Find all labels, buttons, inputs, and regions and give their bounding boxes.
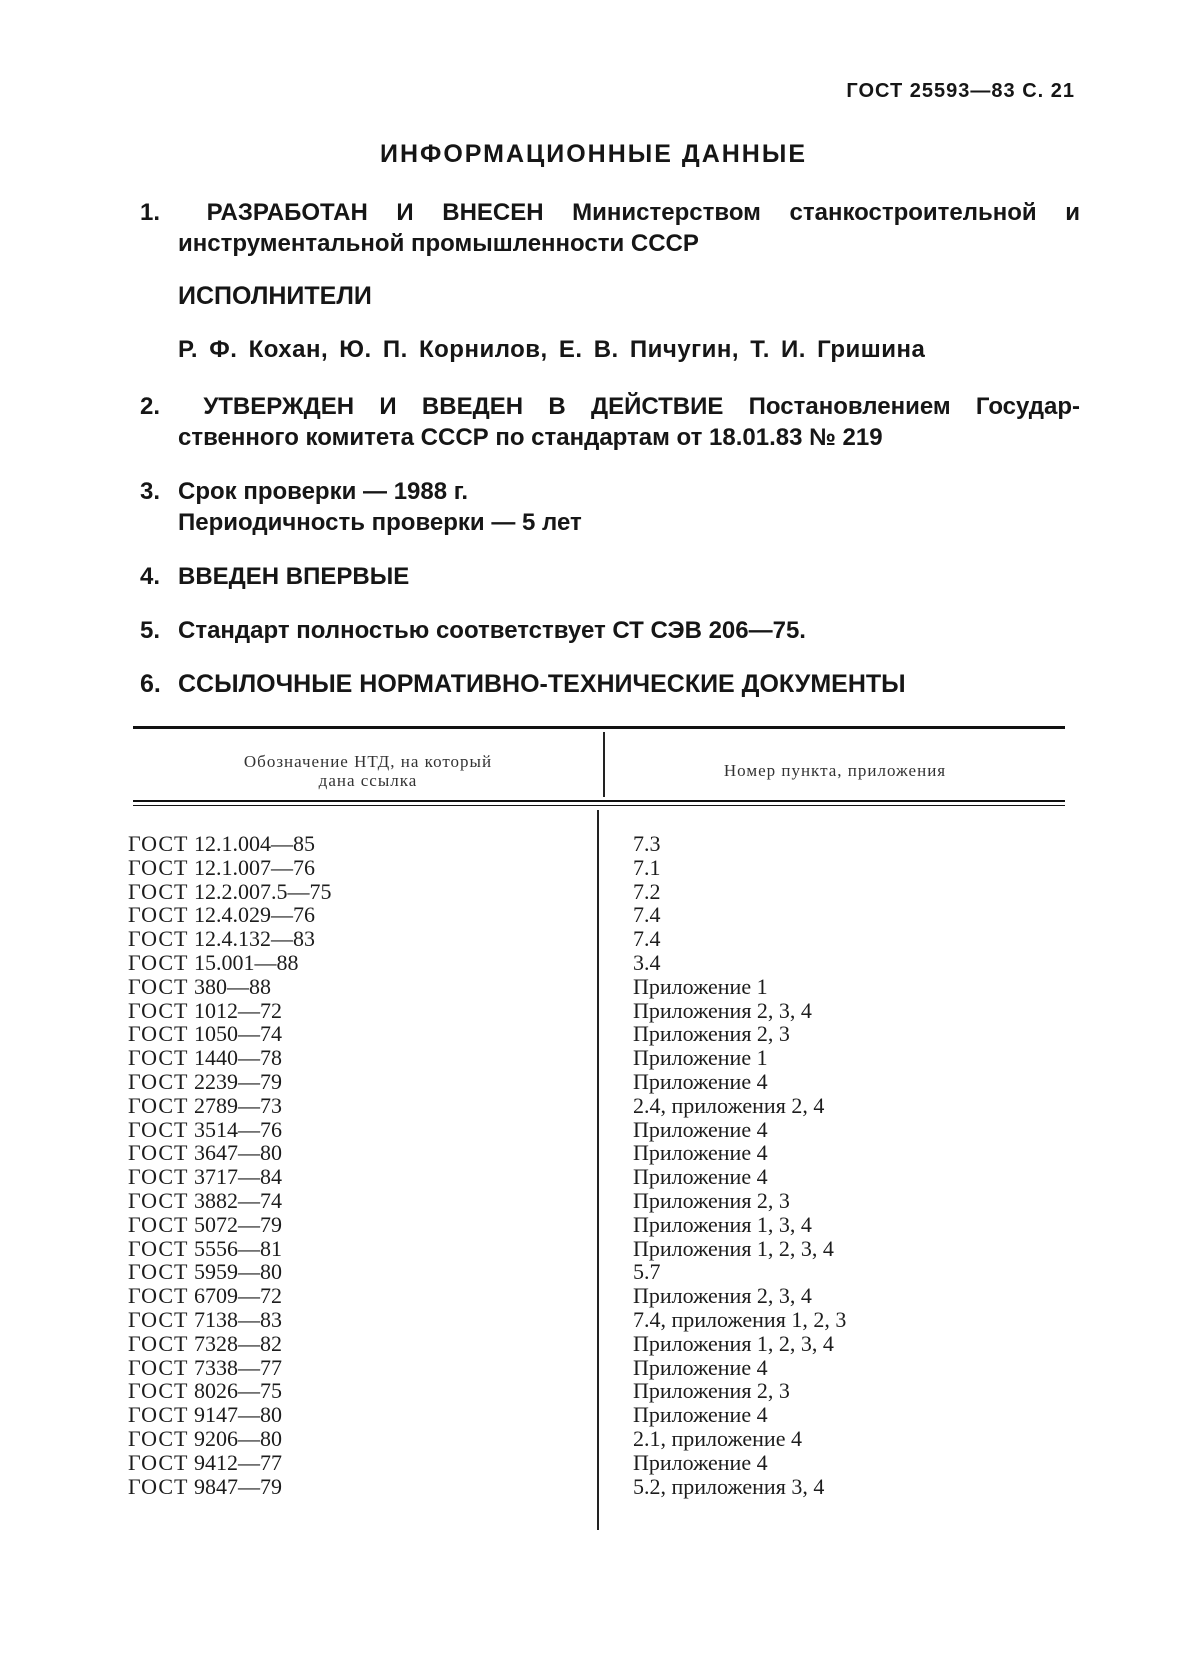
table-row-ref: 7.2 <box>633 878 661 904</box>
gost-prefix: ГОСТ <box>128 1330 189 1356</box>
page-header-doc-ref: ГОСТ 25593—83 С. 21 <box>846 80 1075 102</box>
item-4-number: 4. <box>140 563 161 590</box>
table-header-rule-1 <box>133 800 1065 802</box>
gost-number: 9847—79 <box>194 1473 282 1499</box>
gost-prefix: ГОСТ <box>128 878 189 904</box>
gost-prefix: ГОСТ <box>128 1425 189 1451</box>
table-row-doc <box>128 1189 548 1213</box>
gost-number: 2789—73 <box>194 1092 282 1118</box>
table-row-ref: Приложения 2, 3, 4 <box>633 1283 812 1309</box>
table-row-ref: Приложение 1 <box>633 1045 768 1071</box>
gost-prefix: ГОСТ <box>128 854 189 880</box>
gost-prefix: ГОСТ <box>128 973 189 999</box>
page-title: ИНФОРМАЦИОННЫЕ ДАННЫЕ <box>379 140 808 168</box>
table-row-doc <box>128 1237 548 1261</box>
gost-number: 5072—79 <box>194 1211 282 1237</box>
gost-prefix: ГОСТ <box>128 1211 189 1237</box>
table-row-ref: Приложение 4 <box>633 1164 768 1190</box>
table-row-doc <box>128 1022 548 1046</box>
table-row-doc <box>128 1070 548 1094</box>
gost-prefix: ГОСТ <box>128 1092 189 1118</box>
item-4 <box>140 561 1080 592</box>
table-row-doc <box>128 1427 548 1451</box>
gost-number: 3647—80 <box>194 1140 282 1166</box>
gost-prefix: ГОСТ <box>128 1259 189 1285</box>
table-row-ref: Приложения 1, 2, 3, 4 <box>633 1330 834 1356</box>
table-row-ref: Приложение 1 <box>633 973 768 999</box>
item-2-line-1 <box>140 391 1080 422</box>
item-1-line-1 <box>140 197 1080 228</box>
item-3-number: 3. <box>140 478 161 505</box>
table-row-doc <box>128 1475 548 1499</box>
gost-prefix: ГОСТ <box>128 1187 189 1213</box>
gost-prefix: ГОСТ <box>128 1235 189 1261</box>
gost-prefix: ГОСТ <box>128 1378 189 1404</box>
gost-number: 12.2.007.5—75 <box>194 878 332 904</box>
item-2-line1-rest: Постановлением Государ- <box>748 393 1081 420</box>
gost-number: 1050—74 <box>194 1021 282 1047</box>
gost-number: 12.4.029—76 <box>194 902 315 928</box>
executors-heading: ИСПОЛНИТЕЛИ <box>178 282 372 310</box>
gost-number: 12.1.007—76 <box>194 854 315 880</box>
gost-prefix: ГОСТ <box>128 1164 189 1190</box>
gost-prefix: ГОСТ <box>128 926 189 952</box>
item-6-text: ССЫЛОЧНЫЕ НОРМАТИВНО-ТЕХНИЧЕСКИЕ ДОКУМЕНТЫ <box>178 670 906 698</box>
gost-number: 5556—81 <box>194 1235 282 1261</box>
gost-prefix: ГОСТ <box>128 1354 189 1380</box>
table-row-doc <box>128 1403 548 1427</box>
table-row-doc <box>128 1213 548 1237</box>
item-5-number: 5. <box>140 617 161 644</box>
gost-number: 7328—82 <box>194 1330 282 1356</box>
table-row-ref: 5.7 <box>633 1259 661 1285</box>
gost-number: 12.1.004—85 <box>194 831 315 856</box>
table-row-ref: Приложение 4 <box>633 1116 768 1142</box>
table-row-ref: 7.4 <box>633 926 661 952</box>
gost-number: 7138—83 <box>194 1306 282 1332</box>
table-row-doc <box>128 832 548 856</box>
table-row-ref: Приложения 2, 3 <box>633 1378 790 1404</box>
gost-number: 1440—78 <box>194 1045 282 1071</box>
gost-prefix: ГОСТ <box>128 1402 189 1428</box>
gost-number: 6709—72 <box>194 1283 282 1309</box>
item-1-line1-rest: Министерством станкостроительной и <box>572 199 1081 226</box>
table-row-ref: Приложения 2, 3 <box>633 1187 790 1213</box>
table-row-doc <box>128 1379 548 1403</box>
gost-number: 5959—80 <box>194 1259 282 1285</box>
table-col1-header <box>133 752 603 790</box>
table-row-ref: 3.4 <box>633 949 661 975</box>
item-6 <box>140 669 1080 700</box>
gost-number: 8026—75 <box>194 1378 282 1404</box>
gost-prefix: ГОСТ <box>128 1473 189 1499</box>
table-row-ref: Приложение 4 <box>633 1402 768 1428</box>
gost-number: 9412—77 <box>194 1449 282 1475</box>
table-row-ref: Приложения 2, 3, 4 <box>633 997 812 1023</box>
gost-prefix: ГОСТ <box>128 949 189 975</box>
gost-prefix: ГОСТ <box>128 1449 189 1475</box>
table-row-doc <box>128 880 548 904</box>
gost-number: 9147—80 <box>194 1402 282 1428</box>
gost-number: 3882—74 <box>194 1187 282 1213</box>
item-4-text: ВВЕДЕН ВПЕРВЫЕ <box>178 563 410 590</box>
table-row-ref: 7.3 <box>633 831 661 856</box>
table-row-ref: 2.4, приложения 2, 4 <box>633 1092 825 1118</box>
executors-list: Р. Ф. Кохан, Ю. П. Корнилов, Е. В. Пичугин, Т. И. Гришина <box>178 336 926 363</box>
gost-number: 15.001—88 <box>194 949 299 975</box>
gost-number: 3514—76 <box>194 1116 282 1142</box>
table-body-divider <box>597 810 599 1530</box>
table-header-rule-2 <box>133 805 1065 806</box>
gost-number: 3717—84 <box>194 1164 282 1190</box>
gost-prefix: ГОСТ <box>128 1021 189 1047</box>
item-3-line1-text: Срок проверки — 1988 г. <box>178 478 469 505</box>
table-row-doc <box>128 1308 548 1332</box>
table-row-doc <box>128 1284 548 1308</box>
item-3-line-1 <box>140 476 1080 507</box>
table-col2 <box>633 832 1073 1498</box>
gost-prefix: ГОСТ <box>128 1283 189 1309</box>
table-top-rule <box>133 726 1065 729</box>
table-col1-header-line-2: дана ссылка <box>318 771 418 790</box>
item-1-line-2: инструментальной промышленности СССР <box>178 230 699 257</box>
gost-prefix: ГОСТ <box>128 1306 189 1332</box>
table-row-ref: Приложения 2, 3 <box>633 1021 790 1047</box>
item-6-number: 6. <box>140 670 161 698</box>
item-5 <box>140 615 1080 646</box>
item-2 <box>140 391 1080 453</box>
gost-number: 12.4.132—83 <box>194 926 315 952</box>
table-row-ref: 7.4 <box>633 902 661 928</box>
item-1-number: 1. <box>140 199 161 226</box>
table-row-ref: 2.1, приложение 4 <box>633 1425 802 1451</box>
table-row-doc <box>128 1260 548 1284</box>
table-row-ref: Приложение 4 <box>633 1354 768 1380</box>
gost-number: 1012—72 <box>194 997 282 1023</box>
gost-prefix: ГОСТ <box>128 831 189 856</box>
item-1 <box>140 197 1080 259</box>
table-col2-header: Номер пункта, приложения <box>723 761 947 780</box>
table-row-ref: Приложение 4 <box>633 1449 768 1475</box>
gost-prefix: ГОСТ <box>128 997 189 1023</box>
gost-prefix: ГОСТ <box>128 1045 189 1071</box>
table-row-ref: Приложение 4 <box>633 1068 768 1094</box>
table-col1-header-line-1: Обозначение НТД, на который <box>243 752 493 771</box>
table-row-ref: 7.1 <box>633 854 661 880</box>
item-3 <box>140 476 1080 538</box>
table-row-doc <box>128 1332 548 1356</box>
table-row-doc <box>128 1356 548 1380</box>
table-row-doc <box>128 1165 548 1189</box>
table-row-doc <box>128 1141 548 1165</box>
gost-number: 2239—79 <box>194 1068 282 1094</box>
table-row-doc <box>128 1094 548 1118</box>
item-2-line-2: ственного комитета СССР по стандартам от 18.01.83 № 219 <box>178 424 883 451</box>
table-row-ref: Приложения 1, 3, 4 <box>633 1211 812 1237</box>
item-5-text: Стандарт полностью соответствует СТ СЭВ 206—75. <box>178 617 806 644</box>
gost-number: 9206—80 <box>194 1425 282 1451</box>
gost-prefix: ГОСТ <box>128 1068 189 1094</box>
gost-prefix: ГОСТ <box>128 1116 189 1142</box>
table-row-doc <box>128 951 548 975</box>
gost-prefix: ГОСТ <box>128 1140 189 1166</box>
item-2-upper: УТВЕРЖДЕН И ВВЕДЕН В ДЕЙСТВИЕ <box>203 393 724 420</box>
table-row-doc <box>128 999 548 1023</box>
table-row-doc <box>128 927 548 951</box>
item-3-line-2: Периодичность проверки — 5 лет <box>178 509 582 536</box>
table-row-ref: 7.4, приложения 1, 2, 3 <box>633 1306 847 1332</box>
table-col1 <box>128 832 548 1498</box>
item-2-number: 2. <box>140 393 161 420</box>
table-row-doc <box>128 1118 548 1142</box>
table-row-ref: Приложения 1, 2, 3, 4 <box>633 1235 834 1261</box>
gost-number: 380—88 <box>194 973 271 999</box>
table-row-doc <box>128 856 548 880</box>
table-row-doc <box>128 1451 548 1475</box>
gost-prefix: ГОСТ <box>128 902 189 928</box>
table-row-doc <box>128 975 548 999</box>
item-1-upper: РАЗРАБОТАН И ВНЕСЕН <box>206 199 544 226</box>
table-row-ref: Приложение 4 <box>633 1140 768 1166</box>
table-row-doc <box>128 1046 548 1070</box>
table-row-doc <box>128 903 548 927</box>
gost-number: 7338—77 <box>194 1354 282 1380</box>
table-row-ref: 5.2, приложения 3, 4 <box>633 1473 825 1499</box>
